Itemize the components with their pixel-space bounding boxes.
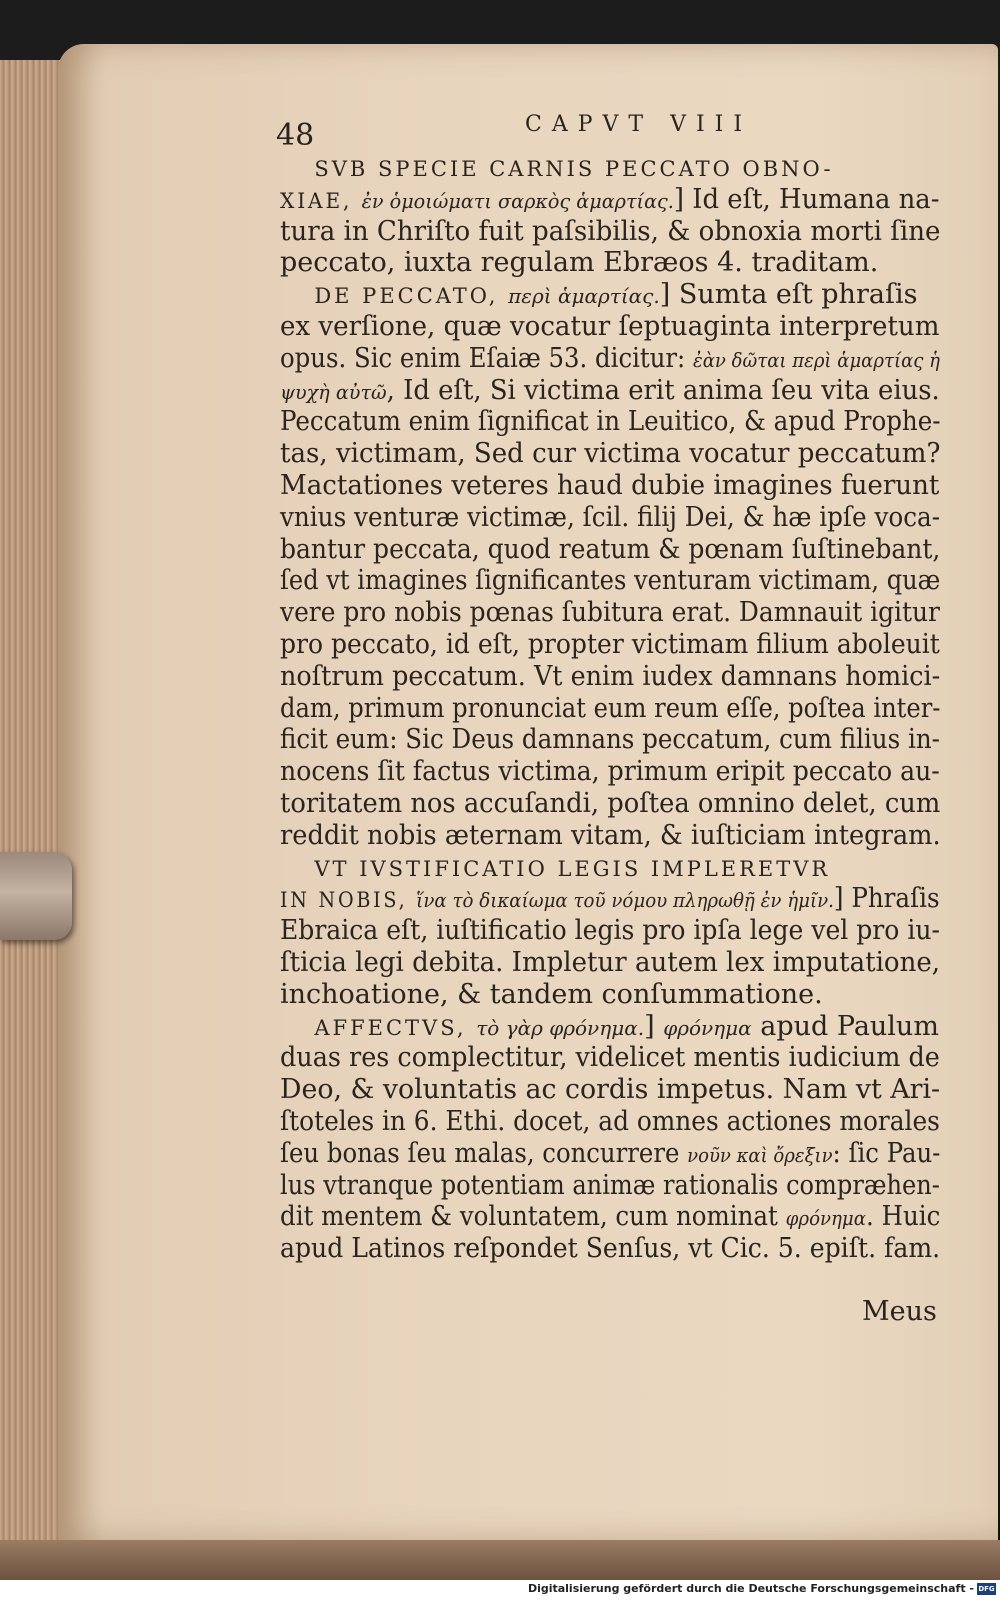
latin-text: ] Id eſt, Humana na-: [673, 183, 940, 215]
latin-text: tas, victimam, Sed cur victima vocatur peccatum?: [280, 438, 941, 470]
latin-text: dam, primum pronunciat eum reum eſſe, poſtea inter-: [280, 692, 941, 724]
latin-text: vere pro nobis pœnas ſubitura erat. Damnauit igitur: [280, 597, 940, 629]
small-caps-lemma: AFFECTVS,: [314, 1015, 477, 1040]
text-line: [280, 1074, 940, 1106]
text-line: [280, 247, 878, 279]
text-line: [280, 216, 940, 248]
text-line: [280, 852, 830, 886]
text-line: [280, 470, 939, 502]
latin-text: dit mentem & voluntatem, cum nominat: [280, 1201, 786, 1233]
latin-text: vnius venturæ victimæ, ſcil. filij Dei, & hæ ipſe voca-: [280, 501, 941, 533]
latin-text: Peccatum enim ſignificat in Leuitico, & apud Prophe-: [280, 406, 941, 438]
text-line: [280, 1011, 939, 1045]
latin-text: toritatem nos accuſandi, poſtea omnino delet, cum: [280, 788, 941, 819]
greek-phrase: φρόνημα: [663, 1015, 752, 1040]
text-line: [280, 629, 940, 661]
latin-text: apud Latinos reſpondet Senſus, vt Cic. 5. epiſt. fam.: [280, 1233, 941, 1265]
latin-text: lus vtranque potentiam animæ rationalis compræhen-: [280, 1169, 940, 1201]
greek-phrase: φρόνημα: [785, 1206, 867, 1231]
greek-phrase: ἐὰν δῶται περὶ ἁμαρτίας ἡ: [693, 347, 940, 372]
text-line: [280, 597, 940, 629]
page-bottom-edges: [0, 1540, 1000, 1580]
running-head: CAPVT VIII: [525, 112, 753, 137]
page-edges: [0, 60, 63, 1550]
latin-text: ] Sumta eſt phraſis: [659, 279, 918, 311]
latin-text: [280, 1011, 314, 1042]
latin-text: nocens ſit factus victima, primum eripit peccato au-: [280, 756, 940, 788]
small-caps-lemma: VT IVSTIFICATIO LEGIS IMPLERETVR: [314, 856, 831, 881]
text-line: [280, 947, 940, 979]
latin-text: ficit eum: Sic Deus damnans peccatum, cum filius in-: [280, 724, 940, 756]
text-line: [280, 883, 940, 917]
latin-text: [280, 852, 314, 883]
page-number: 48: [276, 118, 315, 153]
small-caps-lemma: XIAE,: [280, 188, 362, 213]
latin-text: pro peccato, id eſt, propter victimam filium aboleuit: [280, 629, 940, 660]
latin-text: : ſic Pau-: [832, 1137, 941, 1169]
latin-text: duas res complectitur, videlicet mentis iudicium de: [280, 1042, 940, 1074]
latin-text: tura in Chriſto fuit paſsibilis, & obnoxia morti ſine: [280, 215, 941, 247]
text-line: [280, 184, 939, 218]
text-line: [280, 693, 940, 725]
latin-text: ex verſione, quæ vocatur ſeptuaginta interpretum: [280, 311, 940, 342]
latin-text: apud Paulum: [751, 1010, 939, 1042]
latin-text: reddit nobis æternam vitam, & iuſticiam integram.: [280, 819, 941, 851]
latin-text: ] Phraſis: [833, 883, 940, 915]
greek-phrase: νοῦν καὶ ὄρεξιν: [687, 1142, 833, 1167]
text-line: [280, 375, 940, 409]
text-line: [280, 502, 940, 534]
latin-text: ſticia legi debita. Impletur autem lex imputatione,: [280, 947, 941, 978]
text-line: [280, 1042, 940, 1074]
latin-text: ]: [644, 1010, 664, 1042]
text-line: [280, 1106, 940, 1138]
latin-text: noſtrum peccatum. Vt enim iudex damnans homici-: [280, 660, 941, 692]
greek-phrase: περὶ ἁμαρτίας.: [508, 284, 660, 309]
latin-text: opus. Sic enim Eſaiæ 53. dicitur:: [280, 342, 694, 374]
text-line: [280, 915, 940, 947]
latin-text: bantur peccata, quod reatum & pœnam ſuſtinebant,: [280, 533, 941, 565]
latin-text: Deo, & voluntatis ac cordis impetus. Nam vt Ari-: [280, 1074, 941, 1106]
latin-text: [280, 152, 314, 183]
book-clasp: [0, 852, 72, 940]
catchword: Meus: [862, 1296, 937, 1327]
latin-text: ſed vt imagines ſignificantes venturam victimam, quæ: [280, 565, 941, 597]
text-line: [280, 661, 940, 693]
text-line: [280, 534, 940, 566]
text-line: [280, 1233, 940, 1265]
text-line: [280, 343, 940, 377]
text-line: [280, 279, 917, 313]
text-line: [280, 1201, 940, 1235]
latin-text: inchoatione, & tandem conſummatione.: [280, 978, 823, 1010]
text-line: [280, 1138, 940, 1172]
latin-text: [280, 279, 314, 310]
latin-text: ſeu bonas ſeu malas, concurrere: [280, 1137, 688, 1169]
latin-text: Ebraica eſt, iuſtificatio legis pro ipſa lege vel pro iu-: [280, 915, 940, 947]
dfg-logo: DFG: [978, 1585, 995, 1593]
text-line: [280, 311, 939, 343]
greek-phrase: ἵνα τὸ δικαίωμα τοῦ νόμου πληρωθῇ ἐν ἡμῖν.: [416, 888, 834, 913]
latin-text: Mactationes veteres haud dubie imagines fuerunt: [280, 470, 940, 501]
text-line: [280, 1170, 940, 1202]
greek-phrase: ἐν ὁμοιώματι σαρκὸς ἁμαρτίας.: [361, 188, 674, 213]
funding-credit: Digitalisierung gefördert durch die Deutsche Forschungsgemeinschaft -: [527, 1582, 974, 1595]
text-line: [280, 724, 940, 756]
latin-text: . Huic: [866, 1201, 941, 1233]
text-line: [280, 152, 834, 186]
latin-text: peccato, iuxta regulam Ebræos 4. traditam.: [280, 247, 879, 279]
latin-text: ſtoteles in 6. Ethi. docet, ad omnes actiones morales: [280, 1106, 940, 1137]
text-line: [280, 406, 940, 438]
greek-phrase: τὸ γὰρ φρόνημα.: [476, 1015, 645, 1040]
text-line: [280, 756, 940, 788]
small-caps-lemma: IN NOBIS,: [280, 888, 417, 913]
text-line: [280, 788, 940, 820]
text-line: [280, 565, 940, 597]
greek-phrase: ψυχὴ αὐτῶ: [280, 379, 387, 404]
text-line: [280, 438, 940, 470]
small-caps-lemma: SVB SPECIE CARNIS PECCATO OBNO-: [314, 157, 834, 181]
text-line: [280, 979, 823, 1011]
text-line: [280, 820, 941, 852]
small-caps-lemma: DE PECCATO,: [314, 284, 509, 309]
latin-text: , Id eſt, Si victima erit anima ſeu vita eius.: [386, 374, 940, 406]
